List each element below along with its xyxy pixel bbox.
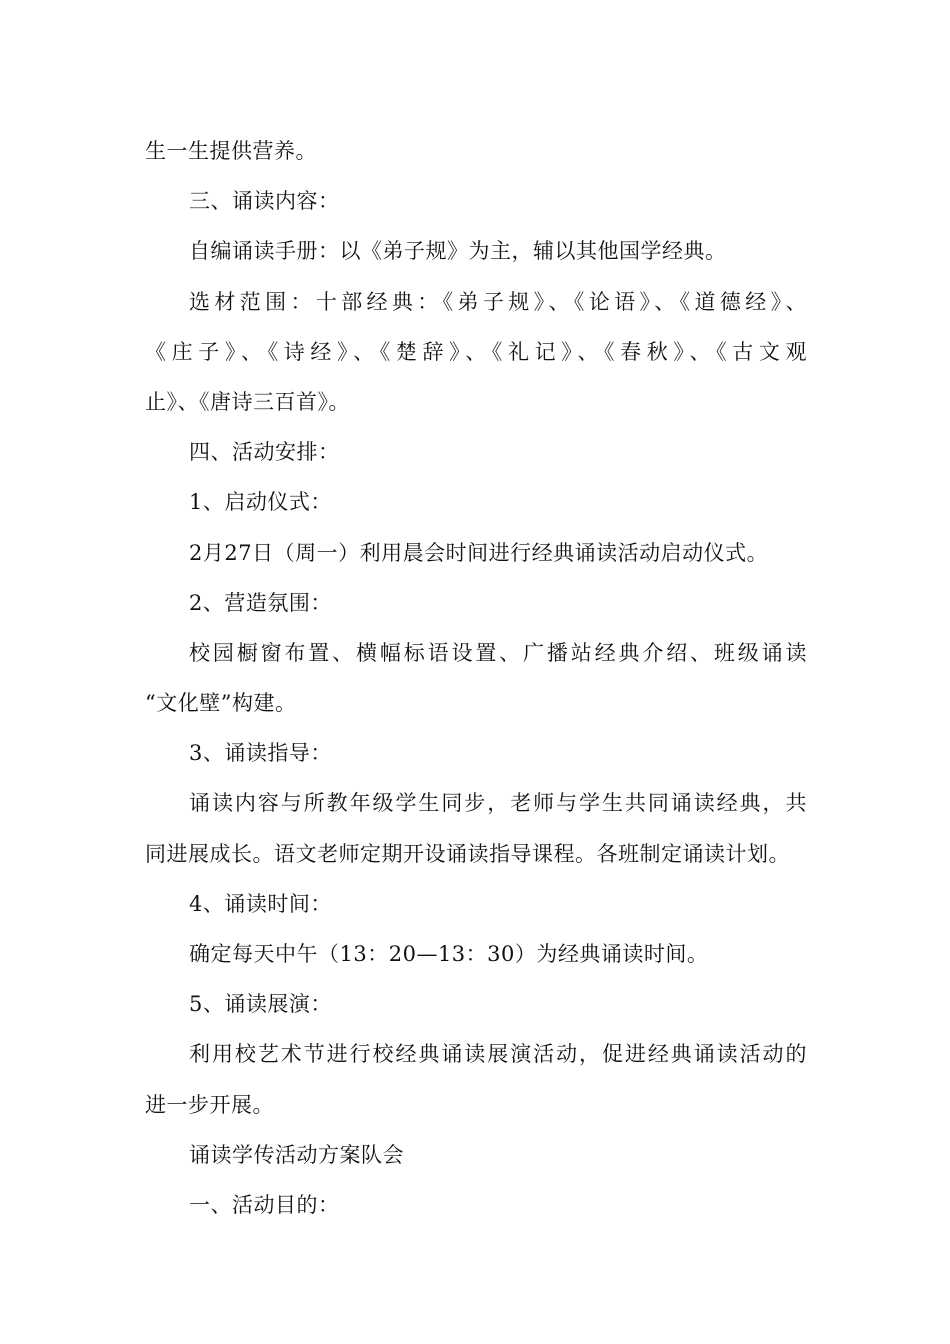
paragraph-line: 选材范围：十部经典：《弟子规》、《论语》、《道德经》、 [189, 289, 807, 314]
paragraph-line: 诵读内容与所教年级学生同步，老师与学生共同诵读经典，共 [189, 791, 807, 816]
paragraph-line: 2月27日（周一）利用晨会时间进行经典诵读活动启动仪式。 [189, 540, 769, 565]
paragraph-line: “文化壁”构建。 [145, 691, 297, 716]
section-heading: 三、诵读内容： [189, 189, 340, 214]
subsection-heading: 3、诵读指导： [189, 741, 332, 766]
paragraph-line: 止》、《唐诗三百首》。 [145, 389, 350, 414]
subsection-heading: 1、启动仪式： [189, 490, 332, 515]
subsection-heading: 2、营造氛围： [189, 590, 332, 615]
paragraph-line: 进一步开展。 [145, 1092, 274, 1117]
subsection-heading: 4、诵读时间： [189, 891, 332, 916]
paragraph-line: 自编诵读手册：以《弟子规》为主，辅以其他国学经典。 [189, 239, 727, 264]
paragraph-line: 同进展成长。语文老师定期开设诵读指导课程。各班制定诵读计划。 [145, 841, 790, 866]
paragraph-line: 利用校艺术节进行校经典诵读展演活动，促进经典诵读活动的 [189, 1042, 807, 1067]
paragraph-line: 校园橱窗布置、横幅标语设置、广播站经典介绍、班级诵读 [189, 640, 807, 665]
paragraph-line: 生一生提供营养。 [145, 139, 317, 163]
document-body [145, 126, 807, 1230]
section-heading: 一、活动目的： [189, 1192, 340, 1217]
subsection-heading: 5、诵读展演： [189, 992, 332, 1017]
paragraph-line: 《庄子》、《诗经》、《楚辞》、《礼记》、《春秋》、《古文观 [145, 339, 807, 364]
section-heading: 四、活动安排： [189, 440, 340, 465]
paragraph-line: 确定每天中午（13：20—13：30）为经典诵读时间。 [189, 942, 709, 966]
document-subtitle: 诵读学传活动方案队会 [189, 1142, 404, 1167]
